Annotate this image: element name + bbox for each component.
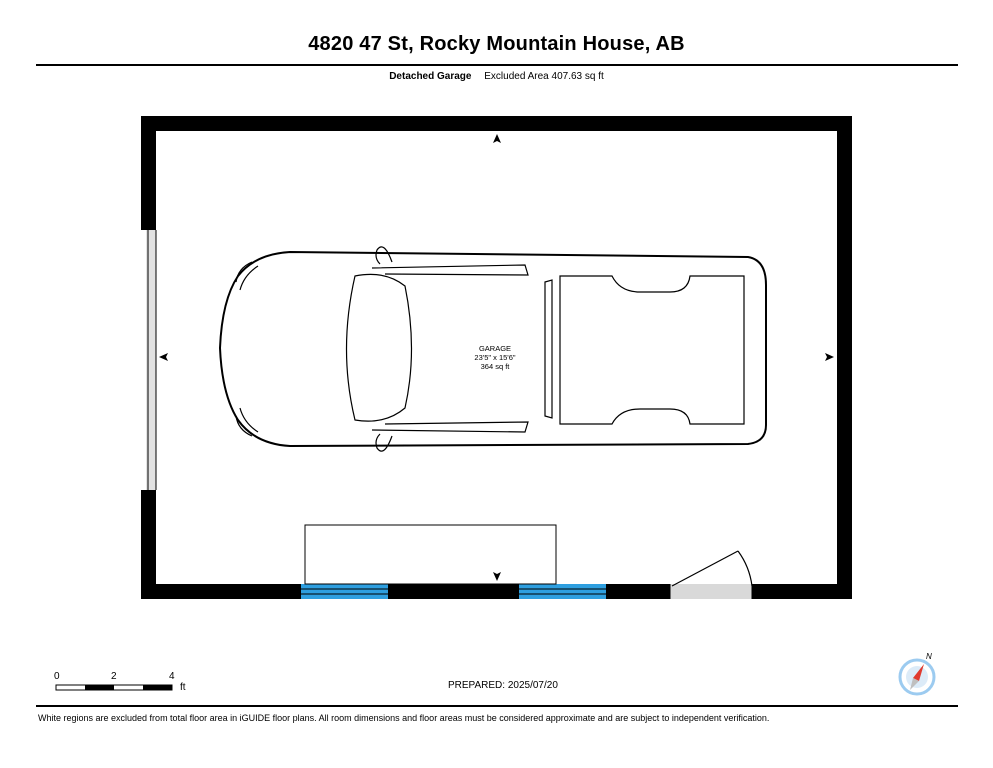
compass-icon <box>900 660 934 694</box>
entry-door <box>670 551 752 599</box>
scale-tick-4: 4 <box>169 671 175 682</box>
window-bottom-right <box>519 584 606 599</box>
prepared-date: PREPARED: 2025/07/20 <box>448 680 558 691</box>
wall-top <box>141 116 852 131</box>
excluded-area: Excluded Area 407.63 sq ft <box>484 71 604 82</box>
wall-left-upper <box>141 116 156 230</box>
workbench <box>305 525 556 584</box>
wall-bottom-1 <box>141 584 301 599</box>
compass-north-label: N <box>926 652 932 661</box>
scale-tick-0: 0 <box>54 671 60 682</box>
room-dimensions: 23'5" x 15'6" <box>474 353 516 362</box>
wall-bottom-3 <box>606 584 670 599</box>
garage-door-left <box>146 230 156 490</box>
plan-title: 4820 47 St, Rocky Mountain House, AB <box>308 33 685 55</box>
window-bottom-left <box>301 584 388 599</box>
wall-left-lower <box>141 490 156 599</box>
disclaimer: White regions are excluded from total floor area in iGUIDE floor plans. All room dimensions and floor areas must be considered approximate and are subject to independent verification. <box>38 713 770 723</box>
room-name: GARAGE <box>478 344 512 353</box>
arrow-left-icon <box>159 353 168 361</box>
wall-right <box>837 116 852 599</box>
wall-bottom-2 <box>388 584 519 599</box>
footer-divider <box>36 705 958 707</box>
scale-tick-2: 2 <box>111 671 117 682</box>
arrow-up-icon <box>493 134 501 143</box>
scale-bar <box>56 685 172 690</box>
floor-name: Detached Garage <box>389 71 472 82</box>
room-area: 364 sq ft <box>480 362 510 371</box>
arrow-down-icon <box>493 572 501 581</box>
room-label <box>460 344 530 371</box>
arrow-right-icon <box>825 353 834 361</box>
wall-bottom-4 <box>752 584 852 599</box>
scale-unit: ft <box>180 682 186 693</box>
